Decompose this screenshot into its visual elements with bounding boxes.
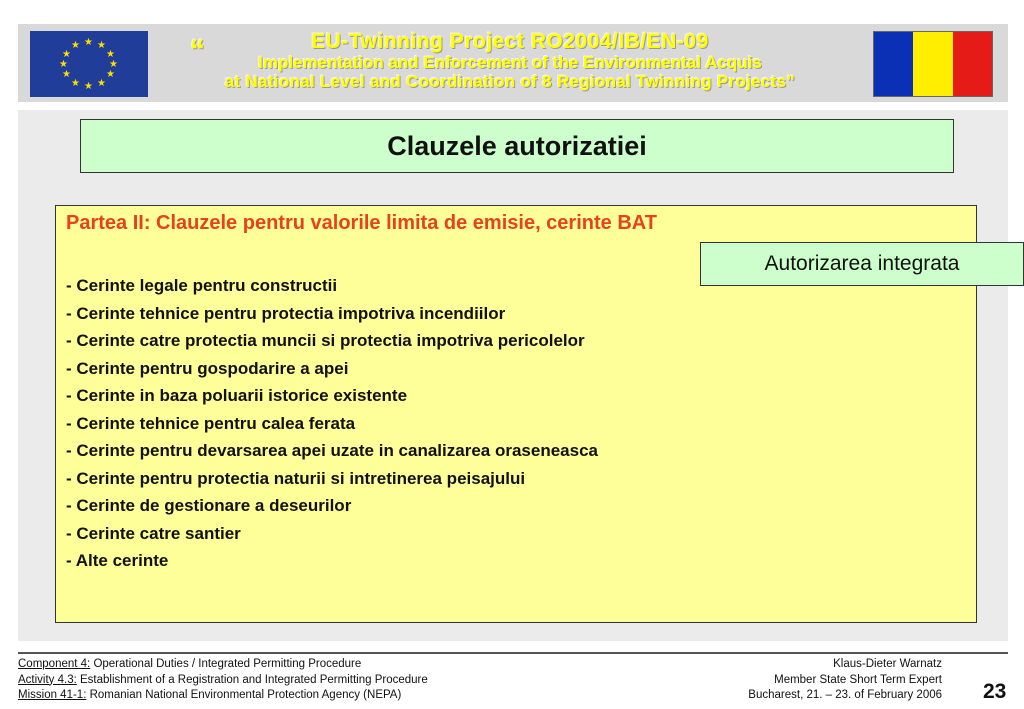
list-item: - Cerinte pentru protectia naturii si intretinerea peisajului — [66, 468, 526, 488]
footer-component-text: Operational Duties / Integrated Permitting Procedure — [90, 658, 362, 670]
open-quote: “ — [190, 34, 205, 67]
list-item: - Cerinte tehnice pentru protectia impotriva incendiilor — [66, 303, 506, 323]
footer-activity-text: Establishment of a Registration and Integrated Permitting Procedure — [76, 673, 428, 686]
project-title — [160, 30, 860, 91]
footer-component-line — [18, 657, 428, 673]
footer-mission-text: Romanian National Environmental Protection Agency (NEPA) — [86, 689, 402, 701]
footer-mission-label: Mission 41-1: — [18, 689, 87, 701]
list-item: - Cerinte tehnice pentru calea ferata — [66, 413, 356, 433]
project-title-line2-text: Implementation and Enforcement of the Environmental Acquis — [258, 53, 762, 72]
footer-activity-label: Activity 4.3: — [18, 673, 77, 686]
integrated-permit-label: Autorizarea integrata — [700, 242, 1024, 286]
footer-role: Member State Short Term Expert — [774, 673, 942, 686]
content-heading: Partea II: Clauzele pentru valorile limita de emisie, cerinte BAT — [66, 212, 657, 234]
romania-flag — [873, 31, 993, 97]
list-item: - Cerinte de gestionare a deseurilor — [66, 496, 352, 515]
list-item: - Cerinte catre santier — [66, 523, 241, 543]
list-item: - Cerinte in baza poluarii istorice existente — [66, 386, 408, 405]
footer-project-info — [18, 657, 428, 704]
list-item: - Alte cerinte — [66, 551, 169, 570]
footer-activity-line — [18, 673, 428, 689]
project-title-line3: at National Level and Coordination of 8 Regional Twinning Projects” — [224, 72, 796, 91]
footer-author-info — [748, 657, 942, 704]
footer-component-label: Component 4: — [18, 658, 91, 670]
footer-place-date: Bucharest, 21. – 23. of February 2006 — [748, 689, 942, 701]
ro-flag-blue-stripe — [874, 32, 913, 96]
page-number: 23 — [983, 680, 1007, 703]
ro-flag-red-stripe — [953, 32, 992, 96]
list-item: - Cerinte catre protectia muncii si protectia impotriva pericolelor — [66, 331, 585, 350]
project-title-line1: EU-Twinning Project RO2004/IB/EN-09 — [311, 30, 709, 53]
ro-flag-yellow-stripe — [913, 32, 952, 96]
footer-author: Klaus-Dieter Warnatz — [833, 658, 942, 670]
list-item: - Cerinte pentru devarsarea apei uzate in canalizarea oraseneasca — [66, 441, 598, 460]
footer-divider — [18, 652, 1008, 654]
eu-flag: ★ ★ ★ ★ ★ ★ ★ ★ ★ ★ ★ ★ — [30, 31, 148, 97]
slide-title: Clauzele autorizatiei — [80, 119, 954, 173]
footer-mission-line — [18, 688, 428, 704]
list-item: - Cerinte pentru gospodarire a apei — [66, 358, 349, 378]
requirements-list — [66, 272, 598, 575]
list-item: - Cerinte legale pentru constructii — [66, 276, 338, 295]
